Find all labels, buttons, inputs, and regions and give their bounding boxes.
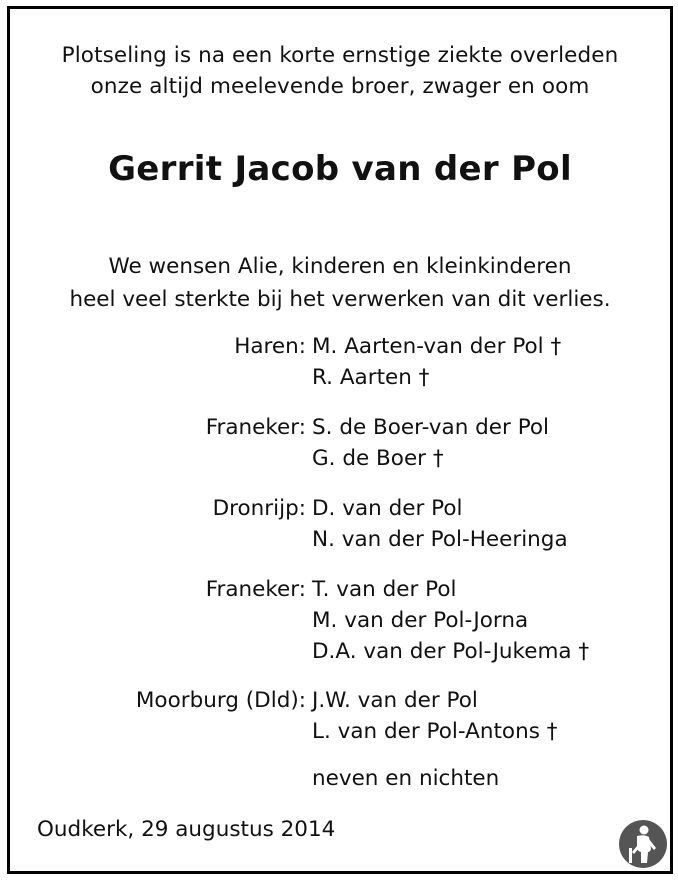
family-person: L. van der Pol-Antons † <box>312 719 558 744</box>
family-person: M. Aarten-van der Pol † <box>312 334 562 359</box>
family-person: T. van der Pol <box>312 577 457 602</box>
family-persons <box>312 331 561 393</box>
deceased-name: Gerrit Jacob van der Pol <box>108 149 572 189</box>
family-persons <box>312 493 568 555</box>
family-persons <box>312 574 589 667</box>
closing-text: neven en nichten <box>312 766 500 791</box>
intro-line-1: Plotseling is na een korte ernstige ziekte overleden <box>61 43 619 68</box>
family-person: S. de Boer-van der Pol <box>312 415 550 440</box>
family-person: G. de Boer † <box>312 446 444 471</box>
family-persons <box>312 412 549 474</box>
intro-line-2: onze altijd meelevende broer, zwager en oom <box>90 74 590 99</box>
family-person: R. Aarten † <box>312 365 430 390</box>
family-place: Franeker: <box>205 577 306 602</box>
family-place: Franeker: <box>205 415 306 440</box>
obituary-card <box>7 6 673 874</box>
family-place: Haren: <box>234 334 306 359</box>
family-person: D.A. van der Pol-Jukema † <box>312 639 590 664</box>
memorial-figure-icon <box>618 819 668 869</box>
family-person: J.W. van der Pol <box>312 688 478 713</box>
family-place: Dronrijp: <box>212 496 306 521</box>
wish-line-2: heel veel sterkte bij het verwerken van dit verlies. <box>69 287 611 312</box>
family-place: Moorburg (Dld): <box>135 688 306 713</box>
place-date-signature: Oudkerk, 29 augustus 2014 <box>37 817 336 842</box>
family-person: N. van der Pol-Heeringa <box>312 527 568 552</box>
family-persons <box>312 685 558 747</box>
family-person: D. van der Pol <box>312 496 463 521</box>
wish-line-1: We wensen Alie, kinderen en kleinkinderen <box>108 254 572 279</box>
family-person: M. van der Pol-Jorna <box>312 608 529 633</box>
